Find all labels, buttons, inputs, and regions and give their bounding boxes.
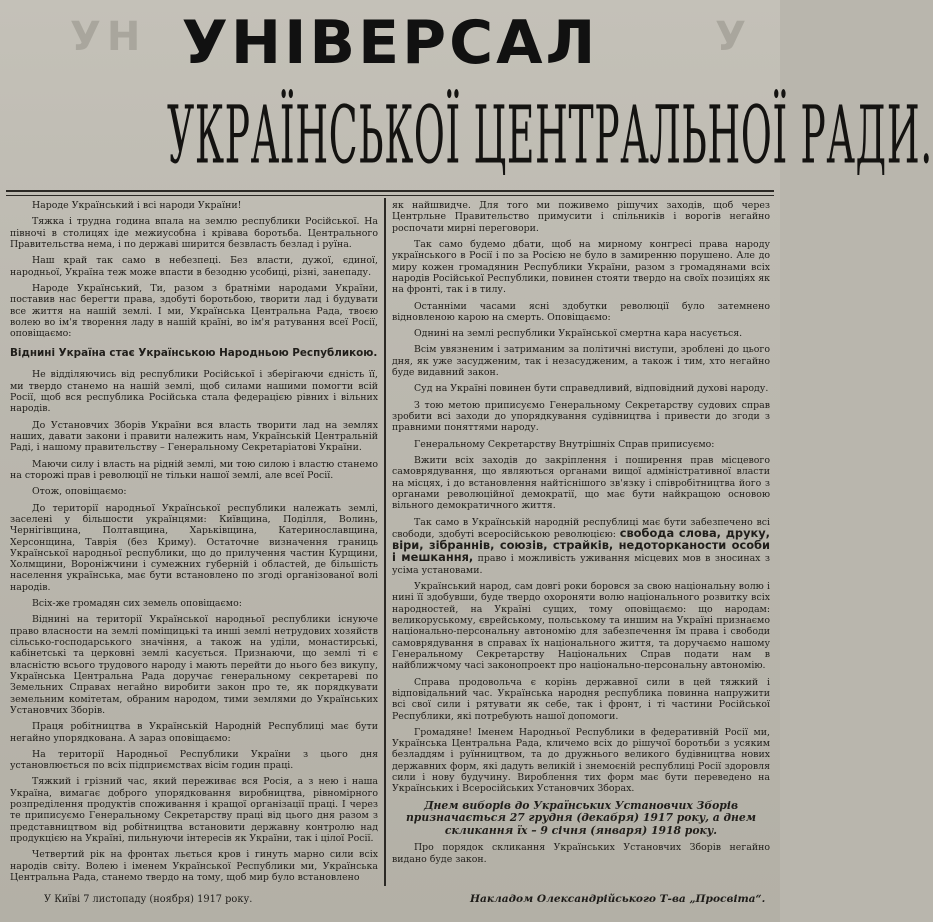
paragraph: Отож, оповіщаємо:	[32, 486, 127, 498]
right-column	[392, 200, 770, 870]
paragraph: Український народ, сам довгі роки боровся за свою національну волю і нині її здобувши, буде твердо охороняти волю національного розвитку всіх народностей, на Україні сущих, тому оповіщаємо: що народам: великоруському, єврейському, польському та иншим на Україні признаємо національно-персональну автономію для забезпечення їм права і свободи самоврядування в справах їх національного життя, та доручаємо нашому Генеральному Секретарству Національних Справ подати нам в найближчому часі законопроект про національно-персональну автономію.	[392, 581, 770, 672]
freedoms-paragraph	[392, 517, 770, 577]
elections-date-paragraph: Днем виборів до Українських Установчих Зборів призначається 27 грудня (декабря) 1917 року, а днем скликання їх – 9 січня (января) 1918 року.	[405, 798, 757, 837]
show-through-text-left: УН	[70, 14, 147, 60]
paragraph: Про порядок скликання Українських Установчих Зборів негайно видано буде закон.	[392, 842, 770, 865]
paragraph: До території народньої Української республики належать землі, заселені у більшости українцями: Київщина, Поділля, Волинь, Чернігівщина, Полтавщина, Харьківщина, Катеринославщина, Херсонщина, Таврія (без Криму). Остаточне визначення границь Української народньої республики, що до прилучення частин Курщини, Холмщини, Вороніжчини і сумежних губерній і областей, де більшість населення українська, має бути встановлено по згоді організованої волі народів.	[10, 502, 378, 593]
column-divider	[384, 198, 386, 886]
left-column	[10, 200, 378, 888]
header-rule-thin	[6, 195, 774, 196]
header-rule	[6, 190, 774, 192]
paragraph: Всім увязненим і затриманим за політичні виступи, зроблені до цього дня, як уже засудженим, так і незасудженим, а також і тим, хто негайно буде видавний закон.	[392, 344, 770, 379]
freedoms-outro: право і можливість уживання місцевих мов в зносинах з усіма установами.	[392, 553, 770, 576]
paragraph: Останніми часами ясні здобутки революції було затемнено відновленою карою на смерть. Оповіщаємо:	[392, 300, 770, 323]
paragraph: Маючи силу і власть на рідній землі, ми тою силою і властю станемо на сторожі прав і революції не тільки нашої землі, але всеї Росії.	[10, 458, 378, 481]
paragraph: Наш край так само в небезпеці. Без власти, дужої, єдиної, народньої, Україна теж може впасти в безодню усобиці, різні, занепаду.	[10, 255, 378, 278]
paragraph: На території Народньої Республики України з цього дня установлюється по всіх підприємствах вісім годин праці.	[10, 748, 378, 772]
paragraph: як найшвидче. Для того ми поживемо рішучих заходів, щоб через Центрльне Правительство примусити і спільників і ворогів негайно роспочати мирні переговори.	[392, 200, 770, 234]
proclamation-line: Віднині Україна стає Українською Народньою Республикою.	[10, 347, 378, 360]
poster-subtitle: УКРАЇНСЬКОЇ ЦЕНТРАЛЬНОЇ РАДИ.	[167, 89, 933, 182]
show-through-text-right: У	[715, 14, 752, 60]
paragraph: Вжити всіх заходів до закріплення і поширення прав місцевого самоврядування, що являються органами вищої адміністративної власти на місцях, і до встановлення найтіснішого зв'язку і співробітництва його з органами революційної демократії, що має бути найкращою основою вільного демократичного життя.	[392, 454, 770, 512]
paragraph: Генеральному Секретарству Внутрішніх Справ приписуємо:	[414, 438, 715, 450]
paragraph: Не відділяючись від республики Російської і зберігаючи єдність її, ми твердо станемо на нашій землі, щоб силами нашими помогти всій Росії, щоб вся республика Російська стала федерацією рівних і вільних народів.	[10, 369, 378, 415]
paragraph: Всіх-же громадян сих земель оповіщаємо:	[32, 598, 242, 610]
place-date-line: У Київі 7 листопаду (ноября) 1917 року.	[44, 894, 253, 905]
paragraph: Четвертий рік на фронтах льється кров і гинуть марно сили всіх народів світу. Волею і іменем Української Республики ми, Українська Центральна Рада, станемо твердо на тому, щоб мир було встановлено	[10, 849, 378, 883]
paragraph: Народе Український, Ти, разом з братніми народами України, поставив нас берегти права, здобуті боротьбою, творити лад і будувати все життя на нашій землі. І ми, Українська Центральна Рада, твоєю волею во ім'я творення ладу в нашій країні, во ім'я ратування всеї Росії, оповіщаємо:	[10, 282, 378, 340]
paragraph: Суд на Україні повинен бути справедливий, відповідний духові народу.	[414, 383, 769, 395]
paragraph: Тяжка і трудна година впала на землю республики Російської. На півночі в столицях іде межиусобна і крівава боротьба. Центрального Правительства нема, і по державі ширится безвласть безлад і руїна.	[10, 216, 378, 250]
paragraph: З тою метою приписуємо Генеральному Секретарству судових справ зробити всі заходи до упорядкування судівництва і привести до згоди з правними поняттями народу.	[392, 399, 770, 434]
publisher-line: Накладом Олександрійського Т-ва „Просвіта“.	[470, 893, 766, 905]
paragraph: Громадяне! Іменем Народньої Республики в федеративній Росії ми, Українська Центральна Рада, кличемо всіх до рішучої боротьби з усяким безладдям і руїнництвом, та до дружнього великого будівництва нових державних форм, які дадуть великій і знемоєній республиці Росії здоровля сили і нову будучину. Вироблення тих форм має бути переведено на Українських і Всеросійських Установчих Зборах.	[392, 726, 770, 795]
freedoms-intro: Так само в Українській народній республиці має бути забезпечено всі свободи, здобуті всеросійською революцією:	[392, 516, 770, 540]
paragraph: Віднині на території Української народньої республики існуюче право власности на землі поміщицькі та инші землі нетрудових хозяйств сільсько-господарського значіння, а також на уділи, монастирські, кабінетські та церковні землі касується. Признаючи, що землі ті є власністю всього трудового народу і мають перейти до нього без викупу, Українська Центральна Рада доручає генеральному секретареві по Земельних Справах негайно виробити закон про те, як порядкувати земельним комітетам, обраним народом, тими землями до Українських Установчих Зборів.	[10, 614, 378, 716]
paragraph: Так само будемо дбати, щоб на мирному конгресі права народу українського в Росії і по за Росією не було в замиренню порушено. Але до миру кожен громадянин Республики України, разом з громадянами всіх народів Російської Республики, повинен стояти твердо на своїх позиціях як на фронті, так і в тилу.	[392, 238, 770, 296]
paragraph: Справа продовольча є корінь державної сили в цей тяжкий і відповідальний час. Українська народня республика повинна напружити всі свої сили і рятувати як себе, так і фронт, і ті частини Російської Республики, які потребують нашої допомоги.	[392, 676, 770, 722]
poster-title: УНІВЕРСАЛ	[181, 8, 599, 78]
paragraph: Однині на землі республики Української смертна кара насується.	[414, 328, 743, 340]
paragraph: Тяжкий і грізний час, який переживає вся Росія, а з нею і наша Україна, вимагає доброго упорядковання виробництва, рівномірного розпреділення продуктів споживання і кращої організації праці. І через те приписуємо Генеральному Секретарству праці від цього дня разом з представництвом від робітництва встановити державну контролю над продукцією на Україні, пильнуючи інтересів як України, так і цілої Росії.	[10, 776, 378, 844]
paragraph: До Установчих Зборів України вся власть творити лад на землях наших, давати закони і правити належить нам, Українській Центральній Раді, і нашому правительству – Генеральному Секретаріатові України.	[10, 419, 378, 454]
paragraph: Народе Український і всі народи України!	[32, 200, 242, 211]
paragraph: Праця робітництва в Українській Народній Республиці має бути негайно упорядкована. А зараз оповіщаємо:	[10, 721, 378, 744]
freedoms-list: свобода слова, друку, віри, зібраннів, союзів, страйків, недоторканости особи і мешкання,	[392, 525, 770, 565]
